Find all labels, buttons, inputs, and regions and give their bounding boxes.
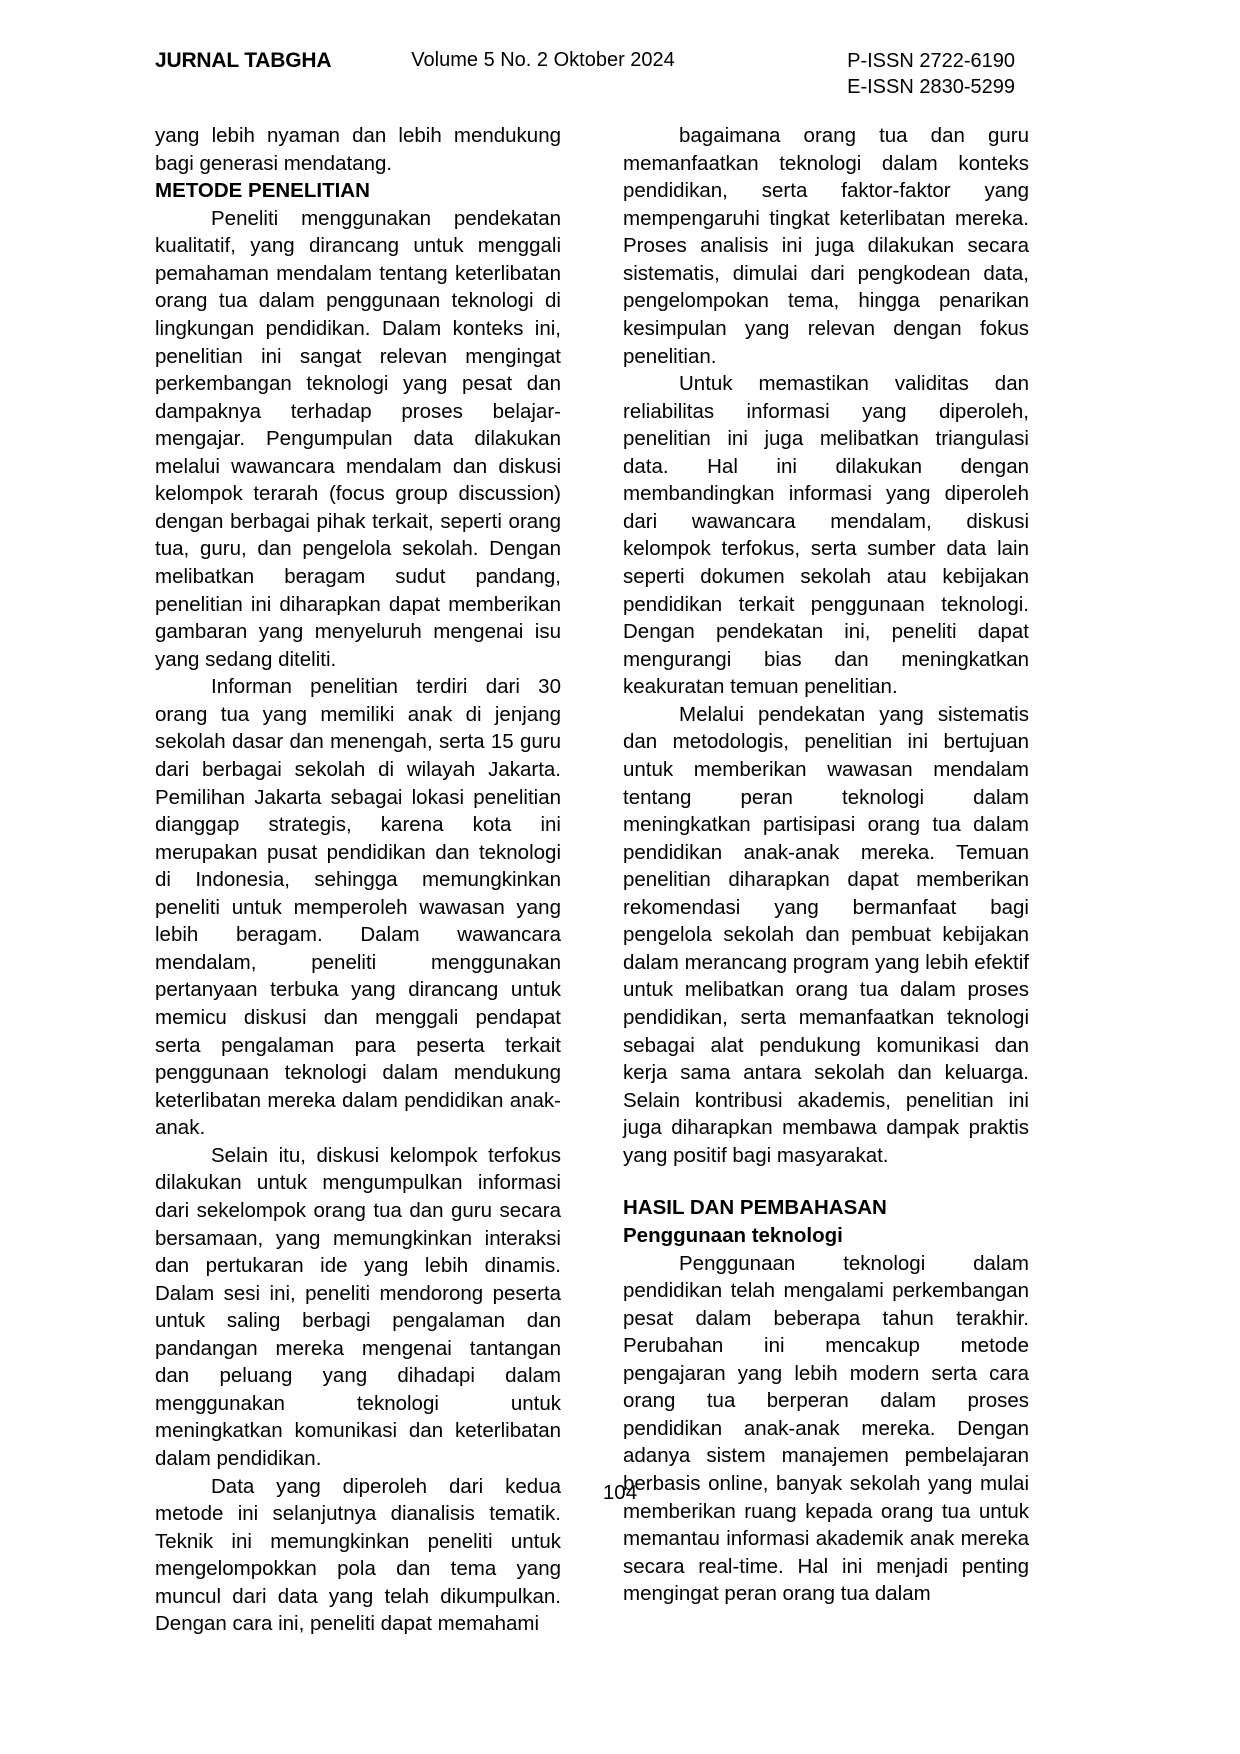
issue-info: Volume 5 No. 2 Oktober 2024	[411, 49, 675, 71]
section-heading-metode-penelitian: METODE PENELITIAN	[155, 179, 370, 203]
left-column	[155, 122, 561, 1638]
journal-title: JURNAL TABGHA	[155, 49, 332, 72]
paragraph-analisis-1: bagaimana orang tua dan guru memanfaatkan teknologi dalam konteks pendidikan, serta faktor-faktor yang mempengaruhi tingkat keterlibatan mereka. Proses analisis ini juga dilakukan secara sistematis, dimulai dari pengkodean data, pengelompokan tema, hingga penarikan kesimpulan yang relevan dengan fokus penelitian.	[623, 124, 1029, 368]
paragraph-metode-3: Selain itu, diskusi kelompok terfokus dilakukan untuk mengumpulkan informasi dari sekelompok orang tua dan guru secara bersamaan, yang memungkinkan interaksi dan pertukaran ide yang lebih dinamis. Dalam sesi ini, peneliti mendorong peserta untuk saling berbagi pengalaman dan pandangan mereka mengenai tantangan dan peluang yang dihadapi dalam menggunakan teknologi untuk meningkatkan komunikasi dan keterlibatan dalam pendidikan.	[155, 1143, 561, 1470]
paragraph-metode-4: Data yang diperoleh dari kedua metode ini selanjutnya dianalisis tematik. Teknik ini memungkinkan peneliti untuk mengelompokkan pola dan tema yang muncul dari data yang telah dikumpulkan. Dengan cara ini, peneliti dapat memahami	[155, 1474, 561, 1636]
page-number: 104	[602, 1481, 638, 1504]
section-heading-hasil-dan-pembahasan: HASIL DAN PEMBAHASAN	[623, 1196, 887, 1220]
paragraph-metode-2: Informan penelitian terdiri dari 30 orang tua yang memiliki anak di jenjang sekolah dasar dan menengah, serta 15 guru dari berbagai sekolah di wilayah Jakarta. Pemilihan Jakarta sebagai lokasi penelitian dianggap strategis, karena kota ini merupakan pusat pendidikan dan teknologi di Indonesia, sehingga memungkinkan peneliti untuk memperoleh wawasan yang lebih beragam. Dalam wawancara mendalam, peneliti menggunakan pertanyaan terbuka yang dirancang untuk memicu diskusi dan menggali pendapat serta pengalaman para peserta terkait penggunaan teknologi dalam mendukung keterlibatan mereka dalam pendidikan anak-anak.	[155, 675, 561, 1140]
page-header	[155, 48, 1015, 101]
paragraph-continuation: yang lebih nyaman dan lebih mendukung bagi generasi mendatang.	[155, 124, 561, 175]
paragraph-validitas-2: Untuk memastikan validitas dan reliabilitas informasi yang diperoleh, penelitian ini juga melibatkan triangulasi data. Hal ini dilakukan dengan membandingkan informasi yang diperoleh dari wawancara mendalam, diskusi kelompok terfokus, serta sumber data lain seperti dokumen sekolah atau kebijakan pendidikan terkait penggunaan teknologi. Dengan pendekatan ini, peneliti dapat mengurangi bias dan meningkatkan keakuratan temuan penelitian.	[623, 372, 1029, 699]
electronic-issn: E-ISSN 2830-5299	[847, 76, 1015, 99]
paragraph-pendekatan-3: Melalui pendekatan yang sistematis dan metodologis, penelitian ini bertujuan untuk memberikan wawasan mendalam tentang peran teknologi dalam meningkatkan partisipasi orang tua dalam pendidikan anak-anak mereka. Temuan penelitian diharapkan dapat memberikan rekomendasi yang bermanfaat bagi pengelola sekolah dan pembuat kebijakan dalam merancang program yang lebih efektif untuk melibatkan orang tua dalam proses pendidikan, serta memanfaatkan teknologi sebagai alat pendukung komunikasi dan kerja sama antara sekolah dan keluarga. Selain kontribusi akademis, penelitian ini juga diharapkan membawa dampak praktis yang positif bagi masyarakat.	[623, 702, 1029, 1167]
subsection-heading-penggunaan-teknologi: Penggunaan teknologi	[623, 1223, 843, 1247]
issn-block	[847, 48, 1015, 101]
paragraph-penggunaan-teknologi-1: Penggunaan teknologi dalam pendidikan telah mengalami perkembangan pesat dalam beberapa tahun terakhir. Perubahan ini mencakup metode pengajaran yang lebih modern serta cara orang tua berperan dalam proses pendidikan anak-anak mereka. Dengan adanya sistem manajemen pembelajaran berbasis online, banyak sekolah yang mulai memberikan ruang kepada orang tua untuk memantau informasi akademik anak mereka secara real-time. Hal ini menjadi penting mengingat peran orang tua dalam	[623, 1251, 1029, 1606]
right-column	[623, 122, 1029, 1638]
print-issn: P-ISSN 2722-6190	[847, 50, 1015, 72]
body-columns	[155, 122, 1029, 1638]
paragraph-metode-1: Peneliti menggunakan pendekatan kualitatif, yang dirancang untuk menggali pemahaman mendalam tentang keterlibatan orang tua dalam penggunaan teknologi di lingkungan pendidikan. Dalam konteks ini, penelitian ini sangat relevan mengingat perkembangan teknologi yang pesat dan dampaknya terhadap proses belajar-mengajar. Pengumpulan data dilakukan melalui wawancara mendalam dan diskusi kelompok terarah (focus group discussion) dengan berbagai pihak terkait, seperti orang tua, guru, dan pengelola sekolah. Dengan melibatkan beragam sudut pandang, penelitian ini diharapkan dapat memberikan gambaran yang menyeluruh mengenai isu yang sedang diteliti.	[155, 206, 561, 671]
